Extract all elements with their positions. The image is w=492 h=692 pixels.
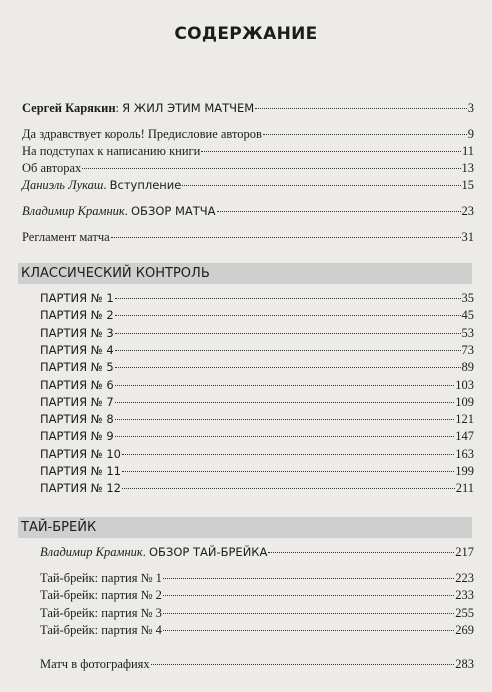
entry-separator: : [115,101,123,115]
toc-entry-game[interactable] [40,342,474,358]
dot-leader [163,630,454,631]
page-number: 147 [455,429,474,444]
page-number: 35 [461,291,474,305]
toc-entry-game[interactable] [40,587,474,603]
dot-leader [263,134,467,135]
page-number: 53 [461,325,474,340]
entry-title: ПАРТИЯ № 10 [40,446,121,461]
toc-entry-karjakin[interactable] [22,100,474,116]
dot-leader [115,402,455,403]
entry-title: ПАРТИЯ № 8 [40,412,114,427]
toc-entry-game[interactable] [40,570,474,586]
page-number: 103 [455,377,474,392]
dot-leader [115,315,461,316]
entry-title: Об авторах [22,161,82,175]
toc-entry-photos[interactable] [40,656,474,672]
entry-author: Владимир Крамник [22,204,125,218]
entry-author: Сергей Карякин [22,101,116,115]
toc-entry-match-overview[interactable] [22,203,474,219]
dot-leader [217,211,461,212]
entry-title: ОБЗОР МАТЧА [131,204,216,218]
toc-entry-approach[interactable] [22,143,474,159]
toc-entry-regulations[interactable] [22,229,474,245]
toc-entry-game[interactable] [40,480,474,496]
entry-title: Я ЖИЛ ЭТИМ МАТЧЕМ [122,101,255,115]
entry-title: Тай-брейк: партия № 3 [40,605,162,620]
toc-entry-game[interactable] [40,325,474,341]
page-number: 163 [455,446,474,461]
dot-leader [268,552,454,553]
entry-title: ПАРТИЯ № 5 [40,360,114,375]
toc-entry-game[interactable] [40,394,474,410]
page-number: 23 [461,204,474,218]
entry-title: ПАРТИЯ № 9 [40,429,114,444]
dot-leader [122,454,454,455]
entry-title: Тай-брейк: партия № 4 [40,622,162,637]
entry-title: ПАРТИЯ № 6 [40,377,114,392]
entry-title: Тай-брейк: партия № 2 [40,588,162,603]
page-number: 9 [467,127,474,141]
page-number: 283 [455,657,474,671]
entry-title: ПАРТИЯ № 7 [40,394,114,409]
entry-title: ПАРТИЯ № 12 [40,481,121,496]
toc-entry-game[interactable] [40,428,474,444]
page-number: 199 [455,464,474,478]
section-heading-tiebreak: ТАЙ-БРЕЙК [18,517,472,538]
dot-leader [115,419,455,420]
entry-title: На подступах к написанию книги [22,144,201,158]
page-number: 269 [455,622,474,637]
dot-leader [255,108,467,109]
page-number: 73 [461,342,474,357]
entry-title: ПАРТИЯ № 11 [40,464,121,478]
dot-leader [151,664,455,665]
toc-entry-about-authors[interactable] [22,160,474,176]
page-number: 31 [461,230,474,244]
toc-entry-game[interactable] [40,446,474,462]
dot-leader [122,488,455,489]
page-number: 89 [461,360,474,375]
dot-leader [115,436,455,437]
page-number: 211 [455,481,474,496]
entry-title: Регламент матча [22,230,110,244]
entry-title: ОБЗОР ТАЙ-БРЕЙКА [149,545,268,559]
dot-leader [115,367,461,368]
toc-entry-game[interactable] [40,290,474,306]
toc-entry-game[interactable] [40,359,474,375]
toc-entry-game[interactable] [40,463,474,479]
page-number: 15 [461,178,474,192]
entry-separator: . [124,204,131,218]
entry-title: ПАРТИЯ № 2 [40,308,114,323]
dot-leader [163,578,454,579]
entry-title: Матч в фотографиях [40,657,150,671]
toc-entry-introduction[interactable] [22,177,474,193]
dot-leader [122,471,454,472]
dot-leader [115,333,461,334]
toc-entry-game[interactable] [40,622,474,638]
dot-leader [82,168,460,169]
entry-author: Даниэль Лукаш [22,178,104,192]
entry-title: Вступление [109,178,182,192]
page-number: 3 [467,101,474,115]
toc-entry-game[interactable] [40,411,474,427]
page-number: 11 [461,144,474,158]
page-number: 13 [461,161,474,175]
entry-title: ПАРТИЯ № 3 [40,325,114,340]
toc-entry-tiebreak-overview[interactable] [40,544,474,560]
dot-leader [111,237,461,238]
page-number: 121 [455,412,474,427]
toc-entry-game[interactable] [40,307,474,323]
dot-leader [201,151,461,152]
entry-author: Владимир Крамник [40,545,143,559]
section-heading-classical: КЛАССИЧЕСКИЙ КОНТРОЛЬ [18,263,472,284]
toc-entry-game[interactable] [40,377,474,393]
dot-leader [163,595,454,596]
entry-title: Да здравствует король! Предисловие авторов [22,127,262,141]
entry-separator: . [142,545,149,559]
entry-title: ПАРТИЯ № 4 [40,342,114,357]
entry-title: ПАРТИЯ № 1 [40,291,114,305]
toc-entry-game[interactable] [40,605,474,621]
dot-leader [115,350,461,351]
dot-leader [163,613,454,614]
dot-leader [115,298,461,299]
page-number: 109 [455,394,474,409]
page-title: СОДЕРЖАНИЕ [174,24,318,44]
dot-leader [182,185,460,186]
page-number: 255 [455,605,474,620]
toc-entry-preface[interactable] [22,126,474,142]
page-number: 233 [455,588,474,603]
entry-separator: . [103,178,110,192]
page-number: 217 [455,545,474,559]
entry-title: Тай-брейк: партия № 1 [40,571,162,585]
page-number: 45 [461,308,474,323]
page-number: 223 [455,571,474,585]
dot-leader [115,385,455,386]
